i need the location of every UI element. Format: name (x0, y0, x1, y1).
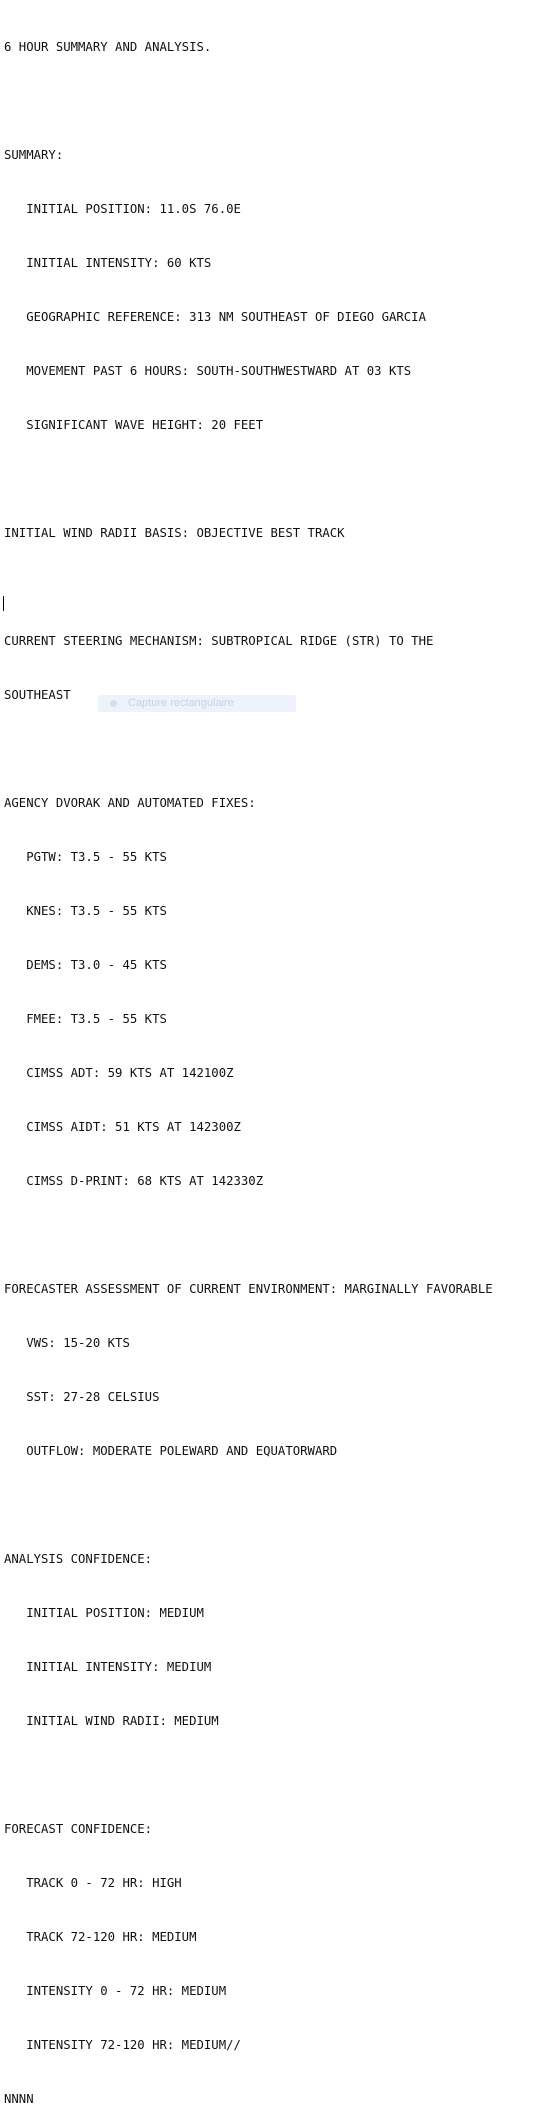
text-line: TRACK 0 - 72 HR: HIGH (4, 1876, 182, 1890)
text-line: NNNN (4, 2092, 34, 2106)
text-line (4, 1496, 540, 1514)
text-line: INITIAL WIND RADII: MEDIUM (4, 1714, 219, 1728)
text-line: SOUTHEAST (4, 688, 71, 702)
text-line: ANALYSIS CONFIDENCE: (4, 1552, 153, 1566)
text-line (4, 1766, 540, 1784)
text-line: VWS: 15-20 KTS (4, 1336, 130, 1350)
text-line: FORECAST CONFIDENCE: (4, 1822, 153, 1836)
capture-icon (110, 700, 117, 707)
text-line: AGENCY DVORAK AND AUTOMATED FIXES: (4, 796, 256, 810)
text-line (4, 740, 540, 758)
text-line: DEMS: T3.0 - 45 KTS (4, 958, 167, 972)
text-line: TRACK 72-120 HR: MEDIUM (4, 1930, 197, 1944)
text-line: 6 HOUR SUMMARY AND ANALYSIS. (4, 40, 212, 54)
text-line: FORECASTER ASSESSMENT OF CURRENT ENVIRONMENT: MARGINALLY FAVORABLE (4, 1282, 493, 1296)
toast-label: Capture rectangulaire (128, 697, 234, 709)
text-line: PGTW: T3.5 - 55 KTS (4, 850, 167, 864)
text-line: CIMSS AIDT: 51 KTS AT 142300Z (4, 1120, 241, 1134)
text-line: FMEE: T3.5 - 55 KTS (4, 1012, 167, 1026)
text-document[interactable] (4, 2, 540, 2126)
text-line: CIMSS ADT: 59 KTS AT 142100Z (4, 1066, 234, 1080)
text-line: GEOGRAPHIC REFERENCE: 313 NM SOUTHEAST OF DIEGO GARCIA (4, 310, 426, 324)
capture-toast[interactable] (98, 695, 296, 712)
text-line: SST: 27-28 CELSIUS (4, 1390, 160, 1404)
text-line: INITIAL WIND RADII BASIS: OBJECTIVE BEST TRACK (4, 526, 345, 540)
text-line: CIMSS D-PRINT: 68 KTS AT 142330Z (4, 1174, 264, 1188)
text-line: INITIAL POSITION: MEDIUM (4, 1606, 204, 1620)
text-line: SIGNIFICANT WAVE HEIGHT: 20 FEET (4, 418, 264, 432)
text-line: KNES: T3.5 - 55 KTS (4, 904, 167, 918)
text-line (4, 578, 540, 596)
text-line: INITIAL POSITION: 11.0S 76.0E (4, 202, 241, 216)
text-line: INTENSITY 72-120 HR: MEDIUM// (4, 2038, 241, 2052)
text-line: INTENSITY 0 - 72 HR: MEDIUM (4, 1984, 227, 1998)
text-line (4, 470, 540, 488)
text-line: INITIAL INTENSITY: 60 KTS (4, 256, 212, 270)
text-line: INITIAL INTENSITY: MEDIUM (4, 1660, 212, 1674)
text-line: SUMMARY: (4, 148, 64, 162)
text-cursor (3, 596, 4, 611)
text-line (4, 92, 540, 110)
text-line: OUTFLOW: MODERATE POLEWARD AND EQUATORWARD (4, 1444, 338, 1458)
text-line: MOVEMENT PAST 6 HOURS: SOUTH-SOUTHWESTWARD AT 03 KTS (4, 364, 412, 378)
text-line (4, 1226, 540, 1244)
text-line: CURRENT STEERING MECHANISM: SUBTROPICAL RIDGE (STR) TO THE (4, 634, 434, 648)
